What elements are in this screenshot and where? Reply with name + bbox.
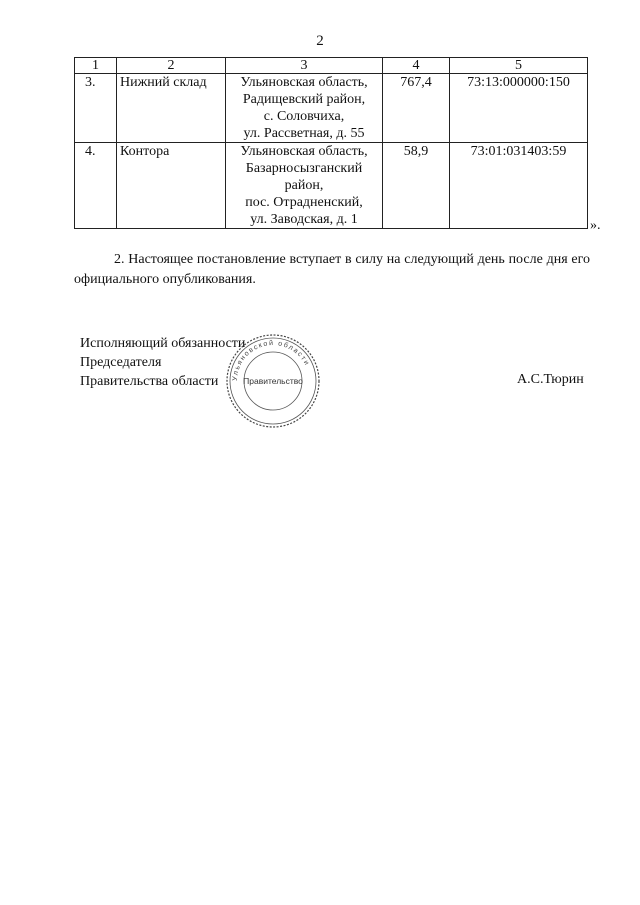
object-name: Контора (117, 143, 226, 229)
object-area: 767,4 (383, 74, 450, 143)
address-line: Радищевский район, (242, 92, 366, 107)
address-line: Ульяновская область, (240, 75, 368, 90)
header-cell-2: 2 (117, 58, 226, 74)
cadastral-number: 73:13:000000:150 (450, 74, 588, 143)
address-line: район, (284, 178, 324, 193)
address-line: Базарносызганский (245, 161, 363, 176)
object-name: Нижний склад (117, 74, 226, 143)
object-address (226, 74, 383, 143)
signatory-title-line1: Исполняющий обязанности (80, 336, 246, 351)
object-address (226, 143, 383, 229)
address-line: пос. Отрадненский, (245, 195, 363, 210)
header-cell-3: 3 (226, 58, 383, 74)
signatory-title-line2: Председателя (80, 355, 162, 370)
header-cell-4: 4 (383, 58, 450, 74)
object-area: 58,9 (383, 143, 450, 229)
table-header-row (75, 58, 588, 74)
header-cell-5: 5 (450, 58, 588, 74)
table-row (75, 74, 588, 143)
header-cell-1: 1 (75, 58, 117, 74)
signatory-title-line3: Правительства области (80, 374, 219, 389)
table-row (75, 143, 588, 229)
signatory-name: А.С.Тюрин (517, 372, 584, 387)
row-number: 4. (75, 143, 117, 229)
address-line: Ульяновская область, (240, 144, 368, 159)
property-table (74, 57, 588, 229)
official-seal (224, 332, 322, 430)
svg-text:Ульяновской области (232, 339, 311, 381)
row-number: 3. (75, 74, 117, 143)
page-number: 2 (316, 33, 324, 49)
cadastral-number: 73:01:031403:59 (450, 143, 588, 229)
clause-paragraph: 2. Настоящее постановление вступает в силу на следующий день после дня его официального опубликования. (74, 252, 590, 287)
address-line: ул. Рассветная, д. 55 (243, 126, 365, 141)
closing-quote: ». (590, 218, 601, 233)
address-line: ул. Заводская, д. 1 (250, 212, 358, 227)
seal-center-text: Правительство (243, 376, 303, 386)
seal-ring-text: Ульяновской области (231, 339, 311, 382)
address-line: с. Соловчиха, (263, 109, 345, 124)
